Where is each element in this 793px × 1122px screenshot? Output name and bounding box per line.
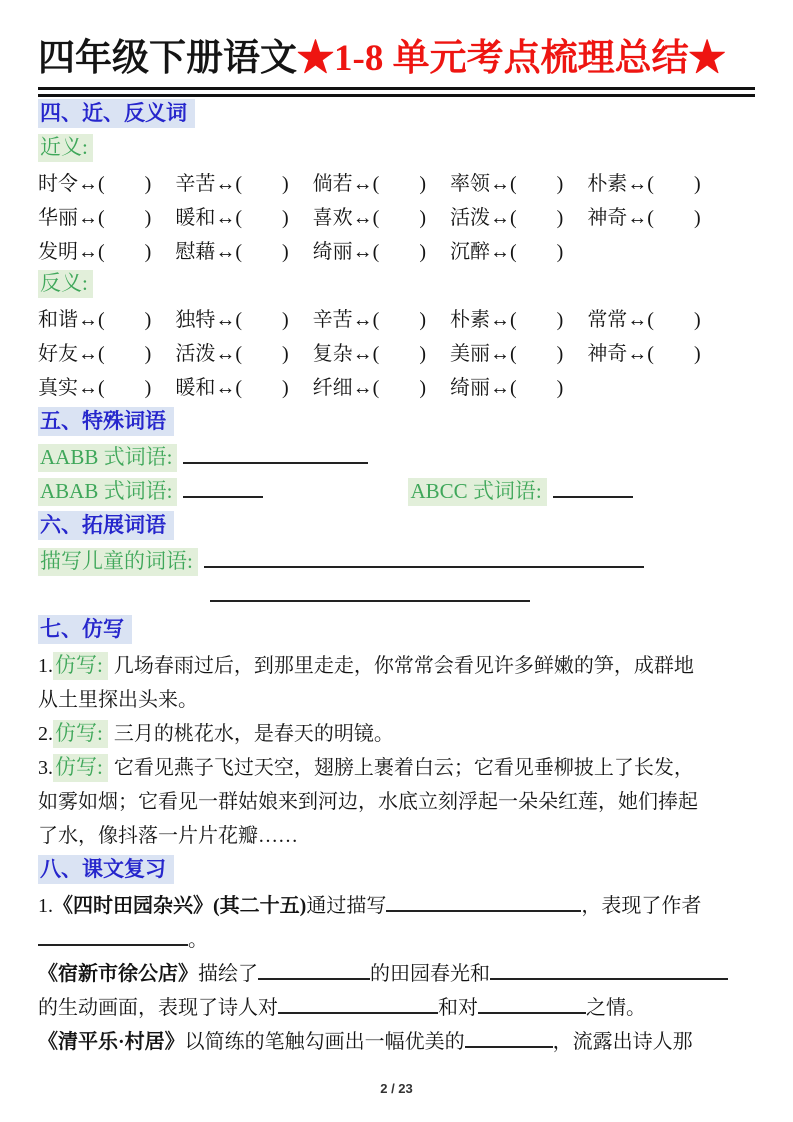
section-header-row: [38, 407, 755, 441]
word-pair: 神奇↔( ): [587, 207, 701, 229]
answer-blank: [183, 475, 263, 498]
word-pair-row: [38, 371, 755, 405]
word-pair-row: [38, 201, 755, 235]
answer-blank: [258, 957, 370, 980]
green-highlight-label: 描写儿童的词语:: [38, 548, 198, 576]
section-special-words: [38, 407, 755, 509]
answer-blank: [386, 889, 581, 912]
text-line: [38, 1025, 755, 1059]
text-run: 之情。: [586, 997, 646, 1019]
imitation-lines: [38, 649, 755, 853]
section-header-8: 八、课文复习: [38, 855, 174, 884]
word-pair: 和谐↔( ): [38, 309, 152, 331]
title-double-rule: [38, 87, 755, 97]
special-words-lines: [38, 441, 755, 509]
word-pair-row: [38, 235, 755, 269]
section-synonyms-antonyms: [38, 99, 755, 405]
word-pair: 暖和↔( ): [175, 207, 289, 229]
extended-words-lines: [38, 545, 755, 613]
page-title-red: ★1-8 单元考点梳理总结★: [297, 38, 726, 79]
text-line: [38, 441, 755, 475]
section-text-review: [38, 855, 755, 1059]
synonym-label: 近义:: [38, 134, 93, 162]
word-pair: 好友↔( ): [38, 343, 152, 365]
word-pair: 纤细↔( ): [312, 377, 426, 399]
text-run: 以简练的笔触勾画出一幅优美的: [184, 1031, 465, 1053]
section-header-7: 七、仿写: [38, 615, 132, 644]
text-line: [38, 751, 755, 785]
word-pair: 活泼↔( ): [175, 343, 289, 365]
text-line: [38, 717, 755, 751]
section-header-row: [38, 99, 755, 133]
text-run: 了水，像抖落一片片花瓣……: [38, 825, 298, 847]
answer-blank: [38, 923, 188, 946]
green-highlight-label: 仿写:: [53, 754, 108, 782]
bold-text: 《四时田园杂兴》(其二十五): [53, 895, 307, 917]
word-pair: 绮丽↔( ): [449, 377, 564, 399]
word-pair: 朴素↔( ): [587, 173, 701, 195]
text-run: ，流露出诗人那: [552, 1031, 693, 1053]
word-pair-row: [38, 303, 755, 337]
answer-blank: [553, 475, 633, 498]
section-header-row: [38, 855, 755, 889]
text-run: 几场春雨过后，到那里走走，你常常会看见许多鲜嫩的笋，成群地: [113, 655, 694, 677]
word-pair: 常常↔( ): [587, 309, 701, 331]
text-line: [38, 545, 755, 579]
bold-text: 《清平乐·村居》: [38, 1031, 185, 1053]
green-highlight-label: 仿写:: [53, 652, 108, 680]
word-pair: 发明↔( ): [38, 241, 152, 263]
text-run: 如雾如烟；它看见一群姑娘来到河边，水底立刻浮起一朵朵红莲，她们捧起: [38, 791, 698, 813]
section-header-6: 六、拓展词语: [38, 511, 174, 540]
text-run: 3.: [38, 757, 53, 779]
word-pair: 沉醉↔( ): [449, 241, 564, 263]
text-run: 通过描写: [306, 895, 387, 917]
word-pair: 喜欢↔( ): [312, 207, 426, 229]
green-highlight-label: 仿写:: [53, 720, 108, 748]
word-pair: 真实↔( ): [38, 377, 152, 399]
green-highlight-label: ABCC 式词语:: [408, 478, 546, 506]
answer-blank: [278, 991, 438, 1014]
bold-text: 《宿新市徐公店》: [38, 963, 198, 985]
answer-blank: [183, 441, 368, 464]
word-pair: 暖和↔( ): [175, 377, 289, 399]
word-pair: 独特↔( ): [175, 309, 289, 331]
word-pair: 复杂↔( ): [312, 343, 426, 365]
text-review-lines: [38, 889, 755, 1059]
word-pair: 美丽↔( ): [449, 343, 564, 365]
word-pair: 倘若↔( ): [312, 173, 426, 195]
antonym-rows: [38, 303, 755, 405]
page-number: 2 / 23: [380, 1081, 413, 1096]
text-line: [38, 785, 755, 819]
word-pair: 慰藉↔( ): [175, 241, 289, 263]
text-line: [38, 991, 755, 1025]
text-run: 1.: [38, 895, 53, 917]
word-pair: 时令↔( ): [38, 173, 152, 195]
section-header-4: 四、近、反义词: [38, 99, 195, 128]
word-pair: 辛苦↔( ): [175, 173, 289, 195]
section-header-5: 五、特殊词语: [38, 407, 174, 436]
text-run: 。: [188, 929, 208, 951]
page-title-black: 四年级下册语文: [38, 38, 297, 79]
synonym-rows: [38, 167, 755, 269]
green-highlight-label: ABAB 式词语:: [38, 478, 177, 506]
antonym-label-row: [38, 269, 755, 303]
text-run: 1.: [38, 655, 53, 677]
text-line: [38, 889, 755, 923]
text-run: 和对: [438, 997, 478, 1019]
green-highlight-label: AABB 式词语:: [38, 444, 177, 472]
section-header-row: [38, 511, 755, 545]
answer-blank: [204, 545, 644, 568]
text-run: 从土里探出头来。: [38, 689, 198, 711]
word-pair: 活泼↔( ): [449, 207, 564, 229]
word-pair: 华丽↔( ): [38, 207, 152, 229]
text-run: 三月的桃花水，是春天的明镜。: [113, 723, 394, 745]
text-run: ，表现了作者: [581, 895, 702, 917]
answer-blank: [210, 579, 530, 602]
text-line: [38, 819, 755, 853]
text-line: [38, 649, 755, 683]
text-run: 的田园春光和: [370, 963, 490, 985]
text-line: [38, 923, 755, 957]
word-pair-row: [38, 167, 755, 201]
word-pair-row: [38, 337, 755, 371]
text-run: 的生动画面，表现了诗人对: [38, 997, 278, 1019]
synonym-label-row: [38, 133, 755, 167]
text-line: [38, 579, 755, 613]
answer-blank: [490, 957, 728, 980]
text-line: [38, 957, 755, 991]
spacer: [263, 497, 408, 498]
text-run: 描绘了: [198, 963, 258, 985]
word-pair: 率领↔( ): [449, 173, 564, 195]
section-extended-words: [38, 511, 755, 613]
text-run: 它看见燕子飞过天空，翅膀上裹着白云；它看见垂柳披上了长发，: [113, 757, 694, 779]
answer-blank: [478, 991, 586, 1014]
word-pair: 绮丽↔( ): [312, 241, 426, 263]
page-title: [38, 34, 755, 84]
word-pair: 辛苦↔( ): [312, 309, 426, 331]
word-pair: 朴素↔( ): [449, 309, 564, 331]
text-line: [38, 683, 755, 717]
section-imitation-writing: [38, 615, 755, 853]
section-header-row: [38, 615, 755, 649]
antonym-label: 反义:: [38, 270, 93, 298]
answer-blank: [465, 1025, 553, 1048]
word-pair: 神奇↔( ): [587, 343, 701, 365]
spacer: [38, 601, 210, 602]
text-line: [38, 475, 755, 509]
text-run: 2.: [38, 723, 53, 745]
